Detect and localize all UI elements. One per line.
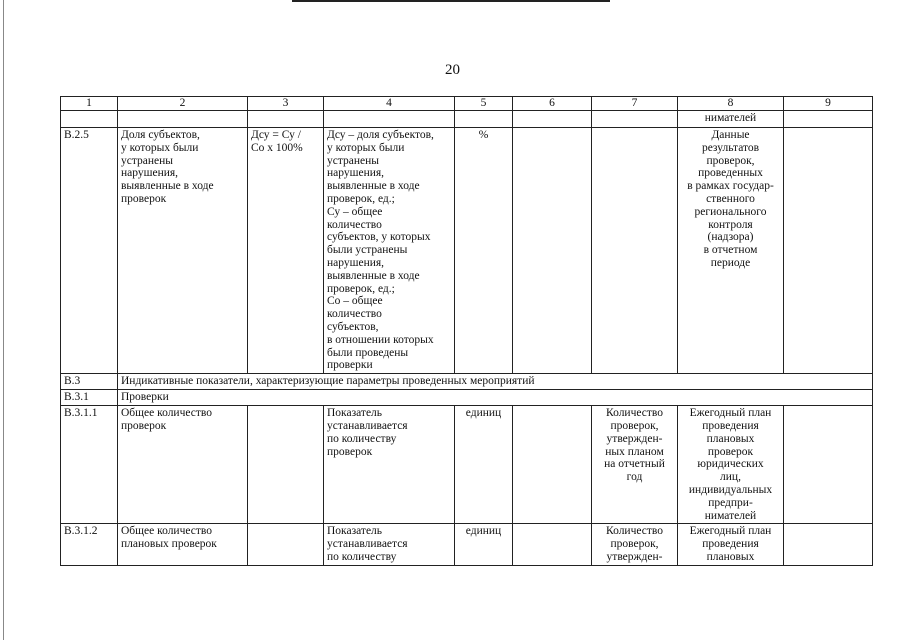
col9-cell	[784, 524, 873, 565]
row-code: В.3.1	[61, 390, 118, 406]
indicator-description: Дсу – доля субъектов, у которых были устранены нарушения, выявленные в ходе проверок, ед.; Су – общее количество субъектов, у которых были устранены нарушения, выявленные в ходе проверок, ед.; Со – общее количество субъектов, в отношении которых были проведены проверки	[324, 128, 455, 374]
indicator-formula	[248, 406, 324, 524]
col6-cell	[513, 128, 592, 374]
indicator-description: Показатель устанавливается по количеству проверок	[324, 406, 455, 524]
col7-cell	[592, 128, 678, 374]
indicator-unit: единиц	[455, 524, 513, 565]
row-code: В.3	[61, 374, 118, 390]
col7-cell: Количество проверок, утвержден-	[592, 524, 678, 565]
indicator-table	[60, 96, 873, 566]
table-row	[61, 524, 873, 565]
section-row	[61, 390, 873, 406]
column-number-row	[61, 97, 873, 111]
col9-cell	[784, 406, 873, 524]
indicator-formula	[248, 524, 324, 565]
row-code: В.2.5	[61, 128, 118, 374]
column-number: 6	[513, 97, 592, 111]
row-code: В.3.1.2	[61, 524, 118, 565]
section-row	[61, 374, 873, 390]
indicator-source: Ежегодный план проведения плановых проверок юридических лиц, индивидуальных предпри- нимателей	[678, 406, 784, 524]
continuation-row	[61, 111, 873, 128]
scan-edge	[3, 0, 4, 640]
col6-cell	[513, 524, 592, 565]
col9-cell	[784, 128, 873, 374]
column-number: 2	[118, 97, 248, 111]
col7-cell: Количество проверок, утвержден- ных планом на отчетный год	[592, 406, 678, 524]
indicator-unit: %	[455, 128, 513, 374]
column-number: 7	[592, 97, 678, 111]
continuation-text: нимателей	[678, 111, 784, 128]
row-code: В.3.1.1	[61, 406, 118, 524]
section-title: Проверки	[118, 390, 873, 406]
indicator-source: Ежегодный план проведения плановых	[678, 524, 784, 565]
column-number: 1	[61, 97, 118, 111]
indicator-name: Доля субъектов, у которых были устранены нарушения, выявленные в ходе проверок	[118, 128, 248, 374]
column-number: 9	[784, 97, 873, 111]
column-number: 5	[455, 97, 513, 111]
indicator-name: Общее количество проверок	[118, 406, 248, 524]
section-title: Индикативные показатели, характеризующие параметры проведенных мероприятий	[118, 374, 873, 390]
indicator-formula: Дсу = Су / Со х 100%	[248, 128, 324, 374]
top-rule	[292, 0, 610, 2]
indicator-description: Показатель устанавливается по количеству	[324, 524, 455, 565]
indicator-unit: единиц	[455, 406, 513, 524]
column-number: 4	[324, 97, 455, 111]
table-row	[61, 128, 873, 374]
col6-cell	[513, 406, 592, 524]
indicator-name: Общее количество плановых проверок	[118, 524, 248, 565]
page-number: 20	[445, 62, 460, 78]
table-row	[61, 406, 873, 524]
column-number: 8	[678, 97, 784, 111]
column-number: 3	[248, 97, 324, 111]
indicator-source: Данные результатов проверок, проведенных в рамках государ- ственного регионального контроля (надзора) в отчетном периоде	[678, 128, 784, 374]
